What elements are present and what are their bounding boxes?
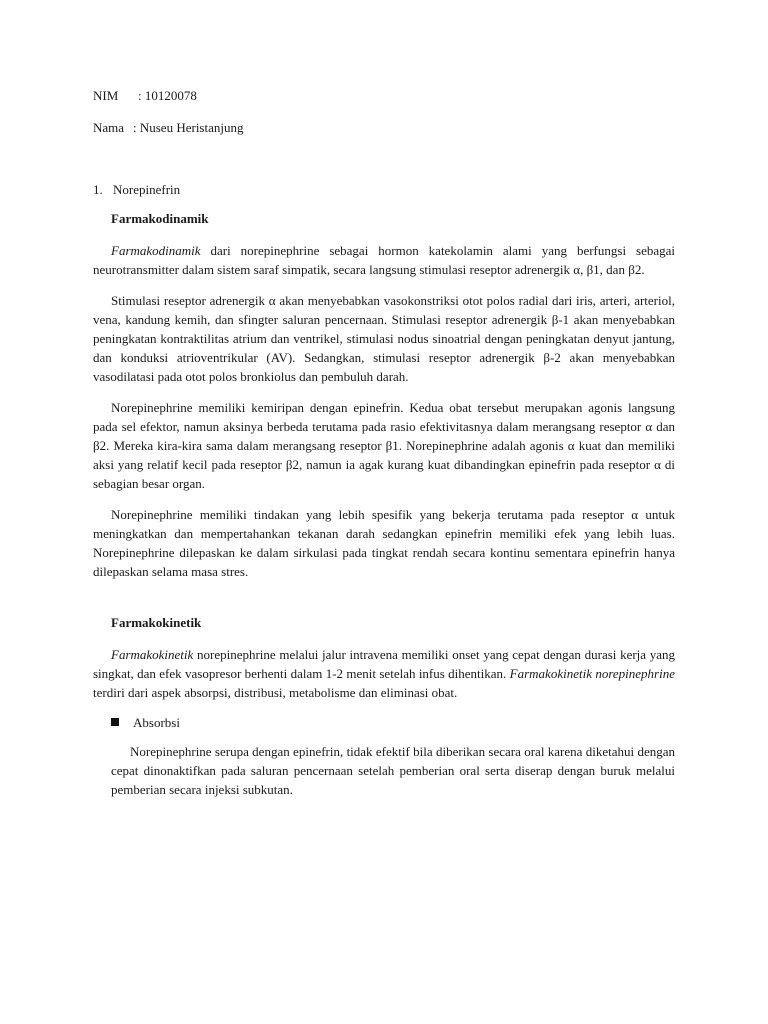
farmakodinamik-paragraph-1 [93, 241, 675, 279]
nama-label: Nama [93, 120, 125, 135]
square-bullet-icon [111, 718, 119, 726]
section-title [93, 182, 675, 198]
bullet-absorbsi [111, 714, 675, 732]
nama-row [93, 120, 675, 136]
farmakokinetik-heading: Farmakokinetik [111, 615, 202, 630]
nim-row [93, 88, 675, 104]
nim-value: : 10120078 [138, 88, 197, 103]
farmakodinamik-paragraph-2: Stimulasi reseptor adrenergik α akan menyebabkan vasokonstriksi otot polos radial dari iris, arteri, arteriol, vena, kandung kemih, dan sfingter saluran pencernaan. Stimulasi reseptor adrenergik β-1 akan menyebabkan peningkatan kontraktilitas atrium dan ventrikel, stimulasi nodus sinoatrial dengan peningkatan denyut jantung, dan konduksi atrioventrikular (AV). Sedangkan, stimulasi reseptor adrenergik β-2 akan menyebabkan vasodilatasi pada otot polos bronkiolus dan pembuluh darah. [93, 293, 675, 384]
nama-value: : Nuseu Heristanjung [133, 120, 244, 135]
bullet-absorbsi-label: Absorbsi [133, 715, 180, 730]
nim-label: NIM [93, 88, 119, 103]
section-number: 1. [93, 182, 103, 197]
farmakokinetik-paragraph-1 [93, 645, 675, 702]
farmakokinetik-p1-text-b: terdiri dari aspek absorpsi, distribusi, metabolisme dan eliminasi obat. [93, 685, 458, 700]
absorbsi-paragraph: Norepinephrine serupa dengan epinefrin, tidak efektif bila diberikan secara oral karena diketahui dengan cepat dinonaktifkan pada saluran pencernaan setelah pemberian oral serta diserap dengan buruk melalui pemberian secara injeksi subkutan. [111, 744, 675, 797]
farmakokinetik-p1-text-a: norepinephrine melalui jalur intravena memiliki onset yang cepat dengan durasi kerja yang singkat, dan efek vasopresor berhenti dalam 1-2 menit setelah infus dihentikan. [93, 647, 675, 681]
section-title-text: Norepinefrin [113, 182, 181, 197]
farmakodinamik-term: Farmakodinamik [111, 243, 201, 258]
document-page [93, 84, 675, 799]
farmakodinamik-p1-text: dari norepinephrine sebagai hormon katekolamin alami yang berfungsi sebagai neurotransmitter dalam sistem saraf simpatik, secara langsung stimulasi reseptor adrenergik α, β1, dan β2. [93, 243, 675, 277]
farmakokinetik-term-2: Farmakokinetik norepinephrine [509, 666, 675, 681]
farmakodinamik-paragraph-4: Norepinephrine memiliki tindakan yang lebih spesifik yang bekerja terutama pada reseptor α untuk meningkatkan dan mempertahankan tekanan darah sedangkan epinefrin memiliki efek yang lebih luas. Norepinephrine dilepaskan ke dalam sirkulasi pada tingkat rendah secara kontinu sementara epinefrin hanya dilepaskan selama masa stres. [93, 507, 675, 579]
farmakodinamik-paragraph-3: Norepinephrine memiliki kemiripan dengan epinefrin. Kedua obat tersebut merupakan agonis langsung pada sel efektor, namun aksinya berbeda terutama pada rasio efektivitasnya dalam merangsang reseptor α dan β2. Mereka kira-kira sama dalam merangsang reseptor β1. Norepinephrine adalah agonis α kuat dan memiliki aksi yang relatif kecil pada reseptor β2, namun ia agak kurang kuat dibandingkan epinefrin pada reseptor α di sebagian besar organ. [93, 400, 675, 491]
farmakokinetik-term: Farmakokinetik [111, 647, 194, 662]
farmakodinamik-heading: Farmakodinamik [111, 211, 209, 226]
